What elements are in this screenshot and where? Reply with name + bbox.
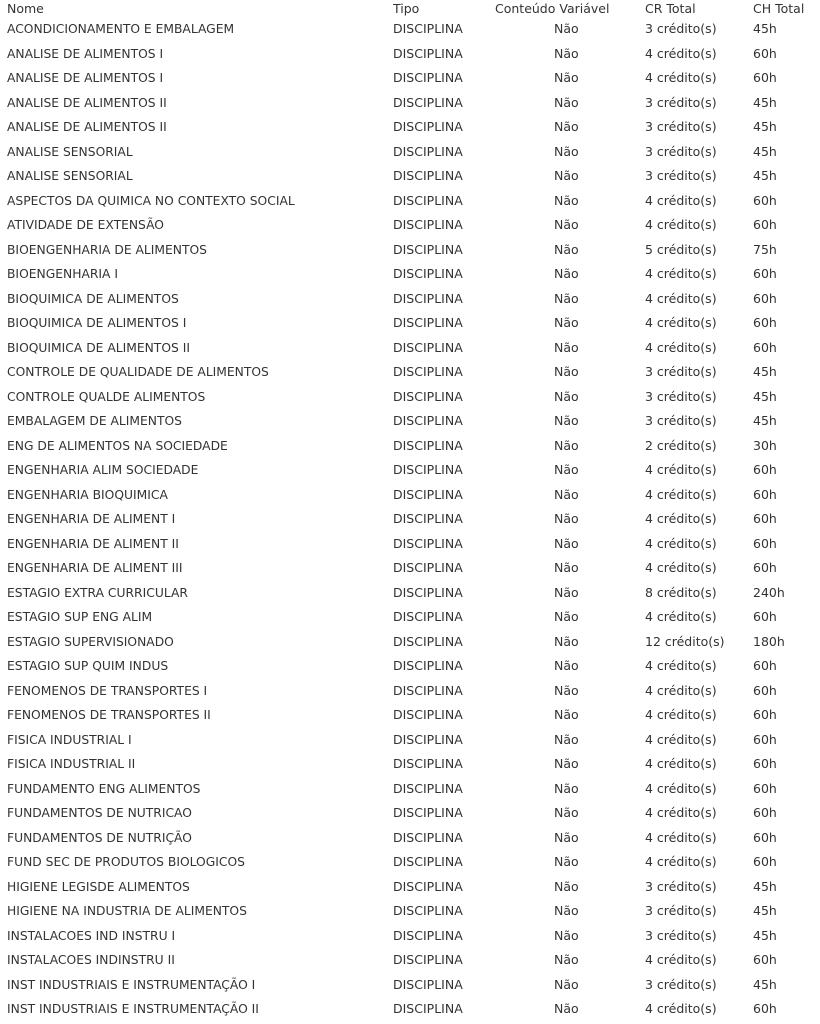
cell-conteudo-variavel: Não [554,731,579,747]
cell-tipo: DISCIPLINA [393,682,463,698]
cell-conteudo-variavel: Não [554,241,579,257]
cell-ch-total: 45h [753,119,777,134]
table-row [0,458,820,483]
cell-nome: FUNDAMENTOS DE NUTRIÇÃO [7,830,192,845]
cell-nome: ESTAGIO SUP ENG ALIM [7,610,153,624]
cell-nome: ESTAGIO SUPERVISIONADO [7,634,174,649]
cell-conteudo-variavel: Não [554,315,579,330]
cell-tipo: DISCIPLINA [393,45,463,61]
cell-cr-total: 4 crédito(s) [645,462,717,477]
cell-cr-total: 4 crédito(s) [645,339,717,355]
cell-nome: ENGENHARIA ALIM SOCIEDADE [7,463,199,477]
cell-cr-total: 3 crédito(s) [645,976,717,992]
cell-ch-total: 60h [753,1001,777,1016]
cell-tipo: DISCIPLINA [393,21,463,36]
cell-nome: ESTAGIO EXTRA CURRICULAR [7,585,188,600]
header-ch-total[interactable]: CH Total [753,1,805,16]
cell-nome: BIOQUIMICA DE ALIMENTOS [7,291,179,306]
cell-tipo: DISCIPLINA [393,290,463,306]
cell-ch-total: 60h [753,486,777,502]
cell-cr-total: 4 crédito(s) [645,217,717,232]
cell-tipo: DISCIPLINA [393,266,463,281]
table-row [0,703,820,728]
cell-nome: EMBALAGEM DE ALIMENTOS [7,414,182,428]
cell-cr-total: 4 crédito(s) [645,805,717,820]
cell-ch-total: 60h [753,658,777,673]
cell-tipo: DISCIPLINA [393,535,463,551]
cell-tipo: DISCIPLINA [393,511,463,526]
cell-conteudo-variavel: Não [554,290,579,306]
cell-tipo: DISCIPLINA [393,241,463,257]
cell-conteudo-variavel: Não [554,339,579,355]
table-row [0,581,820,606]
cell-nome: HIGIENE LEGISDE ALIMENTOS [7,879,190,894]
cell-cr-total: 4 crédito(s) [645,756,717,771]
cell-ch-total: 75h [753,241,777,257]
cell-ch-total: 45h [753,903,777,918]
cell-ch-total: 60h [753,756,777,771]
table-row [0,850,820,875]
cell-tipo: DISCIPLINA [393,388,463,404]
cell-cr-total: 3 crédito(s) [645,388,717,404]
cell-tipo: DISCIPLINA [393,168,463,183]
table-row [0,875,820,900]
cell-nome: ESTAGIO SUP QUIM INDUS [7,659,169,673]
table-row [0,948,820,973]
cell-nome: ANALISE DE ALIMENTOS II [7,120,167,134]
cell-ch-total: 45h [753,878,777,894]
cell-ch-total: 45h [753,94,777,110]
cell-cr-total: 4 crédito(s) [645,658,717,673]
cell-conteudo-variavel: Não [554,168,579,183]
cell-cr-total: 4 crédito(s) [645,829,717,845]
cell-ch-total: 240h [753,584,785,600]
cell-nome: BIOQUIMICA DE ALIMENTOS II [7,340,190,355]
cell-nome: INST INDUSTRIAIS E INSTRUMENTAÇÃO II [7,1002,259,1016]
cell-tipo: DISCIPLINA [393,315,463,330]
cell-cr-total: 4 crédito(s) [645,682,717,698]
cell-tipo: DISCIPLINA [393,70,463,85]
cell-nome: CONTROLE QUALDE ALIMENTOS [7,389,206,404]
table-row [0,605,820,630]
cell-cr-total: 4 crédito(s) [645,609,717,624]
cell-ch-total: 60h [753,70,777,85]
cell-nome: ANALISE DE ALIMENTOS II [7,95,167,110]
cell-conteudo-variavel: Não [554,878,579,894]
table-row [0,164,820,189]
cell-tipo: DISCIPLINA [393,952,463,967]
cell-ch-total: 60h [753,560,777,575]
cell-conteudo-variavel: Não [554,511,579,526]
cell-conteudo-variavel: Não [554,143,579,159]
cell-conteudo-variavel: Não [554,535,579,551]
cell-conteudo-variavel: Não [554,805,579,820]
table-row [0,91,820,116]
cell-cr-total: 8 crédito(s) [645,584,717,600]
cell-ch-total: 60h [753,45,777,61]
cell-ch-total: 60h [753,535,777,551]
cell-cr-total: 4 crédito(s) [645,315,717,330]
cell-nome: INST INDUSTRIAIS E INSTRUMENTAÇÃO I [7,977,256,992]
cell-conteudo-variavel: Não [554,658,579,673]
cell-cr-total: 3 crédito(s) [645,94,717,110]
cell-ch-total: 60h [753,682,777,698]
cell-nome: ANALISE SENSORIAL [7,144,133,159]
cell-nome: ANALISE DE ALIMENTOS I [7,71,164,85]
cell-cr-total: 3 crédito(s) [645,878,717,894]
cell-cr-total: 3 crédito(s) [645,413,717,428]
cell-ch-total: 45h [753,976,777,992]
table-row [0,826,820,851]
table-row [0,42,820,67]
table-row [0,434,820,459]
table-row [0,115,820,140]
cell-nome: ENG DE ALIMENTOS NA SOCIEDADE [7,438,228,453]
table-row [0,752,820,777]
table-row [0,140,820,165]
table-header [0,0,820,17]
cell-tipo: DISCIPLINA [393,707,463,722]
cell-tipo: DISCIPLINA [393,192,463,208]
cell-nome: ANALISE SENSORIAL [7,169,133,183]
cell-tipo: DISCIPLINA [393,486,463,502]
cell-tipo: DISCIPLINA [393,584,463,600]
header-tipo[interactable]: Tipo [393,1,420,16]
header-nome[interactable]: Nome [7,1,44,16]
cell-cr-total: 3 crédito(s) [645,364,717,379]
cell-conteudo-variavel: Não [554,829,579,845]
cell-nome: BIOENGENHARIA DE ALIMENTOS [7,242,207,257]
cell-cr-total: 4 crédito(s) [645,780,717,796]
cell-ch-total: 60h [753,829,777,845]
cell-tipo: DISCIPLINA [393,903,463,918]
cell-cr-total: 4 crédito(s) [645,731,717,747]
table-row [0,360,820,385]
table-row [0,17,820,42]
cell-tipo: DISCIPLINA [393,780,463,796]
cell-conteudo-variavel: Não [554,609,579,624]
cell-conteudo-variavel: Não [554,364,579,379]
cell-conteudo-variavel: Não [554,952,579,967]
header-cr-total[interactable]: CR Total [645,1,696,16]
cell-cr-total: 4 crédito(s) [645,266,717,281]
cell-conteudo-variavel: Não [554,266,579,281]
table-row [0,728,820,753]
cell-cr-total: 2 crédito(s) [645,437,717,453]
cell-nome: ATIVIDADE DE EXTENSÃO [7,218,164,232]
cell-cr-total: 4 crédito(s) [645,511,717,526]
table-row [0,654,820,679]
cell-cr-total: 5 crédito(s) [645,241,717,257]
cell-tipo: DISCIPLINA [393,364,463,379]
cell-tipo: DISCIPLINA [393,976,463,992]
cell-tipo: DISCIPLINA [393,217,463,232]
cell-tipo: DISCIPLINA [393,633,463,649]
table-row [0,777,820,802]
table-row [0,189,820,214]
table-row [0,262,820,287]
cell-conteudo-variavel: Não [554,1001,579,1016]
cell-nome: ASPECTOS DA QUIMICA NO CONTEXTO SOCIAL [7,193,295,208]
cell-cr-total: 3 crédito(s) [645,21,717,36]
cell-nome: ENGENHARIA DE ALIMENT I [7,512,176,526]
cell-tipo: DISCIPLINA [393,805,463,820]
cell-tipo: DISCIPLINA [393,609,463,624]
cell-cr-total: 4 crédito(s) [645,192,717,208]
cell-cr-total: 4 crédito(s) [645,854,717,869]
cell-ch-total: 60h [753,707,777,722]
table-row [0,801,820,826]
cell-conteudo-variavel: Não [554,584,579,600]
cell-cr-total: 3 crédito(s) [645,903,717,918]
cell-ch-total: 60h [753,609,777,624]
cell-ch-total: 45h [753,927,777,943]
table-row [0,973,820,998]
cell-tipo: DISCIPLINA [393,119,463,134]
cell-cr-total: 4 crédito(s) [645,486,717,502]
cell-conteudo-variavel: Não [554,462,579,477]
cell-conteudo-variavel: Não [554,70,579,85]
cell-cr-total: 3 crédito(s) [645,168,717,183]
header-row [0,0,820,17]
cell-ch-total: 45h [753,413,777,428]
cell-cr-total: 4 crédito(s) [645,1001,717,1016]
cell-tipo: DISCIPLINA [393,1001,463,1016]
cell-nome: FENOMENOS DE TRANSPORTES II [7,708,211,722]
cell-nome: BIOENGENHARIA I [7,267,118,281]
cell-ch-total: 45h [753,168,777,183]
cell-tipo: DISCIPLINA [393,437,463,453]
cell-ch-total: 60h [753,952,777,967]
cell-ch-total: 60h [753,339,777,355]
cell-nome: FUNDAMENTOS DE NUTRICAO [7,806,192,820]
header-conteudo-variavel[interactable]: Conteúdo Variável [495,1,610,16]
cell-tipo: DISCIPLINA [393,143,463,159]
table-row [0,336,820,361]
cell-ch-total: 45h [753,21,777,36]
cell-conteudo-variavel: Não [554,854,579,869]
table-row [0,409,820,434]
cell-ch-total: 60h [753,192,777,208]
table-row [0,630,820,655]
cell-conteudo-variavel: Não [554,119,579,134]
cell-nome: HIGIENE NA INDUSTRIA DE ALIMENTOS [7,904,247,918]
cell-cr-total: 4 crédito(s) [645,535,717,551]
cell-ch-total: 45h [753,143,777,159]
table-row [0,311,820,336]
table-row [0,238,820,263]
table-row [0,679,820,704]
cell-nome: INSTALACOES IND INSTRU I [7,928,176,943]
cell-conteudo-variavel: Não [554,927,579,943]
cell-ch-total: 45h [753,388,777,404]
cell-tipo: DISCIPLINA [393,927,463,943]
cell-conteudo-variavel: Não [554,437,579,453]
table-row [0,899,820,924]
cell-tipo: DISCIPLINA [393,756,463,771]
cell-nome: ACONDICIONAMENTO E EMBALAGEM [7,22,235,36]
cell-ch-total: 45h [753,364,777,379]
cell-ch-total: 60h [753,266,777,281]
cell-ch-total: 60h [753,780,777,796]
cell-cr-total: 3 crédito(s) [645,119,717,134]
cell-nome: FUND SEC DE PRODUTOS BIOLOGICOS [7,855,245,869]
cell-conteudo-variavel: Não [554,903,579,918]
cell-tipo: DISCIPLINA [393,462,463,477]
cell-cr-total: 4 crédito(s) [645,560,717,575]
cell-ch-total: 60h [753,217,777,232]
cell-tipo: DISCIPLINA [393,339,463,355]
cell-conteudo-variavel: Não [554,217,579,232]
cell-conteudo-variavel: Não [554,21,579,36]
cell-ch-total: 60h [753,854,777,869]
cell-tipo: DISCIPLINA [393,560,463,575]
cell-cr-total: 4 crédito(s) [645,290,717,306]
table-row [0,924,820,949]
table-row [0,385,820,410]
table-row [0,997,820,1022]
table-row [0,507,820,532]
cell-tipo: DISCIPLINA [393,829,463,845]
table-body [0,17,820,1022]
cell-ch-total: 60h [753,462,777,477]
cell-tipo: DISCIPLINA [393,94,463,110]
cell-cr-total: 4 crédito(s) [645,952,717,967]
cell-nome: ENGENHARIA DE ALIMENT II [7,536,179,551]
cell-nome: FISICA INDUSTRIAL II [7,757,136,771]
cell-cr-total: 12 crédito(s) [645,633,725,649]
cell-tipo: DISCIPLINA [393,731,463,747]
table-row [0,66,820,91]
cell-ch-total: 180h [753,633,785,649]
cell-conteudo-variavel: Não [554,192,579,208]
cell-conteudo-variavel: Não [554,756,579,771]
cell-conteudo-variavel: Não [554,682,579,698]
cell-cr-total: 4 crédito(s) [645,45,717,61]
cell-cr-total: 3 crédito(s) [645,143,717,159]
cell-nome: ENGENHARIA DE ALIMENT III [7,561,183,575]
cell-ch-total: 60h [753,290,777,306]
cell-conteudo-variavel: Não [554,976,579,992]
table-row [0,532,820,557]
cell-ch-total: 60h [753,805,777,820]
cell-conteudo-variavel: Não [554,560,579,575]
cell-ch-total: 30h [753,437,777,453]
cell-nome: FENOMENOS DE TRANSPORTES I [7,683,208,698]
cell-conteudo-variavel: Não [554,94,579,110]
cell-nome: ENGENHARIA BIOQUIMICA [7,487,168,502]
cell-ch-total: 60h [753,511,777,526]
cell-conteudo-variavel: Não [554,633,579,649]
cell-nome: INSTALACOES INDINSTRU II [7,953,175,967]
cell-tipo: DISCIPLINA [393,878,463,894]
cell-nome: BIOQUIMICA DE ALIMENTOS I [7,316,187,330]
cell-nome: ANALISE DE ALIMENTOS I [7,46,164,61]
table-row [0,556,820,581]
cell-tipo: DISCIPLINA [393,658,463,673]
cell-nome: FUNDAMENTO ENG ALIMENTOS [7,781,201,796]
cell-cr-total: 4 crédito(s) [645,70,717,85]
cell-tipo: DISCIPLINA [393,413,463,428]
cell-cr-total: 3 crédito(s) [645,927,717,943]
cell-nome: FISICA INDUSTRIAL I [7,732,132,747]
cell-tipo: DISCIPLINA [393,854,463,869]
cell-ch-total: 60h [753,315,777,330]
cell-conteudo-variavel: Não [554,413,579,428]
cell-ch-total: 60h [753,731,777,747]
cell-conteudo-variavel: Não [554,45,579,61]
cell-conteudo-variavel: Não [554,388,579,404]
cell-conteudo-variavel: Não [554,486,579,502]
cell-cr-total: 4 crédito(s) [645,707,717,722]
cell-conteudo-variavel: Não [554,780,579,796]
table-row [0,483,820,508]
cell-nome: CONTROLE DE QUALIDADE DE ALIMENTOS [7,365,269,379]
cell-conteudo-variavel: Não [554,707,579,722]
table-row [0,287,820,312]
table-row [0,213,820,238]
